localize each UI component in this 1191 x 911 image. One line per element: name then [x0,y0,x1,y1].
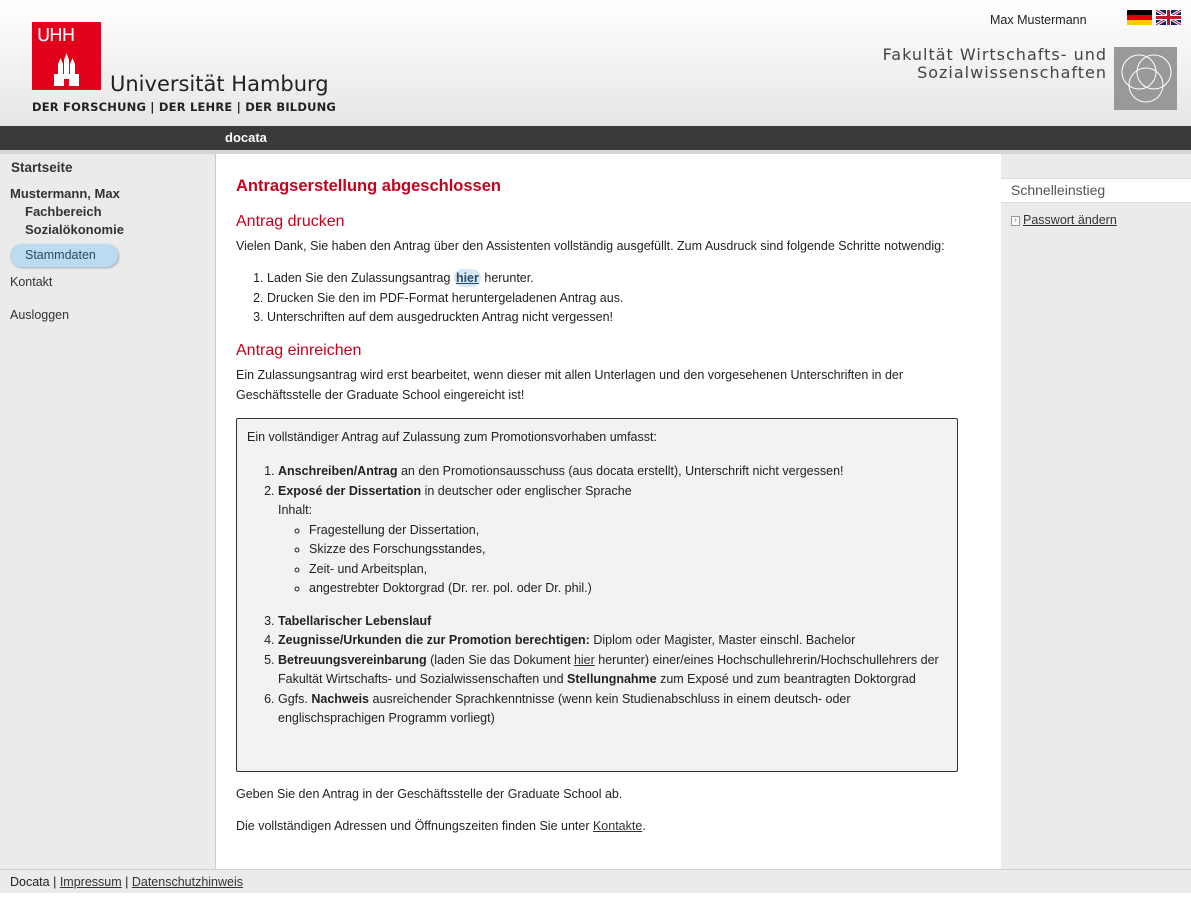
r6-pre: Ggfs. [278,691,312,706]
change-password-link[interactable]: Passwort ändern [1023,213,1117,227]
print-heading: Antrag drucken [236,213,345,230]
faculty-line-2: Sozialwissenschaften [917,63,1107,82]
quick-item-password[interactable] [1011,213,1117,227]
list-item: ◦ angestrebter Doktorgrad (Dr. rer. pol. oder Dr. phil.) [309,579,948,599]
list-item [278,690,948,729]
r2-bold: Exposé der Dissertation [278,483,422,498]
kontakte-link[interactable]: Kontakte [592,819,643,833]
addresses-pre: Die vollständigen Adressen und Öffnungszeiten finden Sie unter [236,819,593,833]
list-item: 3. Unterschriften auf dem ausgedruckten Antrag nicht vergessen! [267,308,623,328]
footer-spacer [0,893,1191,911]
step1-pre: Laden Sie den Zulassungsantrag [267,271,454,285]
r5-mid: herunter) einer/eines Hochschullehrerin/Hochschullehrers der Fakultät Wirtschafts- und Sozialwissenschaften und [278,652,939,686]
footer-sep: | [49,875,60,889]
r3-bold: Tabellarischer Lebenslauf [278,613,432,628]
nav-stammdaten[interactable] [10,244,118,267]
nav-dept-line-1: Fachbereich [25,204,102,219]
main-content [215,154,1002,869]
hamburg-crest-icon [32,50,101,90]
list-item [278,482,948,599]
requirements-list [247,462,948,729]
r1-rest: an den Promotionsausschuss (aus docata erstellt), Unterschrift nicht vergessen! [397,464,844,478]
page-title: Antragserstellung abgeschlossen [236,177,501,195]
r5-pre: (laden Sie das Dokument [426,652,574,667]
addresses-text [236,816,981,836]
app-title: docata [225,130,267,145]
list-item [278,612,948,632]
print-steps [236,269,623,328]
nav-user-name: Mustermann, Max [10,186,120,201]
nav-dept-line-2: Sozialökonomie [25,222,124,237]
uhh-logo[interactable] [32,22,101,90]
requirements-intro: Ein vollständiger Antrag auf Zulassung zum Promotionsvorhaben umfasst: [247,430,657,444]
list-item: ◦ Fragestellung der Dissertation, [309,521,948,541]
nav-user-info [10,185,124,239]
nav-kontakt[interactable]: Kontakt [10,275,53,289]
page-header [0,0,1191,126]
r5-post: zum Exposé und zum beantragten Doktorgrad [656,672,916,686]
faculty-line-1: Fakultät Wirtschafts- und [882,45,1107,64]
list-item [278,631,948,651]
r1-bold: Anschreiben/Antrag [278,464,398,478]
english-flag-icon[interactable] [1156,10,1181,25]
download-betreuung-link[interactable]: hier [573,652,595,667]
r4-bold: Zeugnisse/Urkunden die zur Promotion berechtigen: [278,633,590,647]
uk-flag-graphic [1156,10,1181,25]
faculty-logo-icon [1114,47,1177,110]
right-sidebar [1001,154,1191,869]
list-item [278,651,948,690]
footer-docata: Docata [10,875,50,889]
download-antrag-link[interactable]: hier [455,271,479,285]
expose-contents [278,521,948,599]
left-navigation [0,154,215,869]
list-item [278,462,948,482]
footer-links [10,875,243,889]
r6-bold: Nachweis [311,691,370,706]
r2-inhalt: Inhalt: [278,503,313,517]
logo-letters: UHH [37,25,75,46]
list-item: 2. Drucken Sie den im PDF-Format heruntergeladenen Antrag aus. [267,289,623,309]
r6-rest: ausreichender Sprachkenntnisse (wenn kein Studienabschluss in einem deutsch- oder englischsprachigen Programm vorliegt) [278,691,851,725]
submit-heading: Antrag einreichen [236,342,362,359]
footer-sep: | [121,875,132,889]
list-item: ◦ Zeit- und Arbeitsplan, [309,560,948,580]
r5-bold2: Stellungnahme [567,672,657,686]
print-intro: Vielen Dank, Sie haben den Antrag über den Assistenten vollständig ausgefüllt. Zum Ausdruck sind folgende Schritte notwendig: [236,239,945,253]
list-item [267,269,623,289]
submit-text: Ein Zulassungsantrag wird erst bearbeitet, wenn dieser mit allen Unterlagen und den vorgesehenen Unterschriften in der Geschäftsstelle der Graduate School eingereicht ist! [236,368,904,402]
university-slogan: DER FORSCHUNG | DER LEHRE | DER BILDUNG [32,100,337,114]
quick-access-header [1001,178,1191,203]
nav-stammdaten-label: Stammdaten [25,248,96,262]
r2-rest: in deutscher oder englischer Sprache [421,483,632,498]
university-name: Universität Hamburg [110,72,329,96]
r5-bold: Betreuungsvereinbarung [278,652,427,667]
faculty-circles-graphic [1114,47,1177,110]
step1-post: herunter. [480,271,534,285]
hand-in-text: Geben Sie den Antrag in der Geschäftsstelle der Graduate School ab. [236,787,623,801]
addresses-post: . [642,819,646,833]
app-title-bar [0,126,1191,150]
datenschutz-link[interactable]: Datenschutzhinweis [131,875,244,889]
quick-access-title: Schnelleinstieg [1011,182,1106,198]
list-item: ◦ Skizze des Forschungsstandes, [309,540,948,560]
nav-ausloggen[interactable]: Ausloggen [10,308,70,322]
german-flag-icon[interactable] [1127,10,1152,25]
logged-in-user: Max Mustermann [990,13,1087,27]
nav-startseite[interactable]: Startseite [11,160,73,175]
arrow-right-icon: › [1011,216,1020,226]
impressum-link[interactable]: Impressum [59,875,122,889]
page-footer [0,869,1191,894]
requirements-box [236,418,958,772]
r4-rest: Diplom oder Magister, Master einschl. Bachelor [589,633,856,647]
faculty-name [883,46,1107,82]
